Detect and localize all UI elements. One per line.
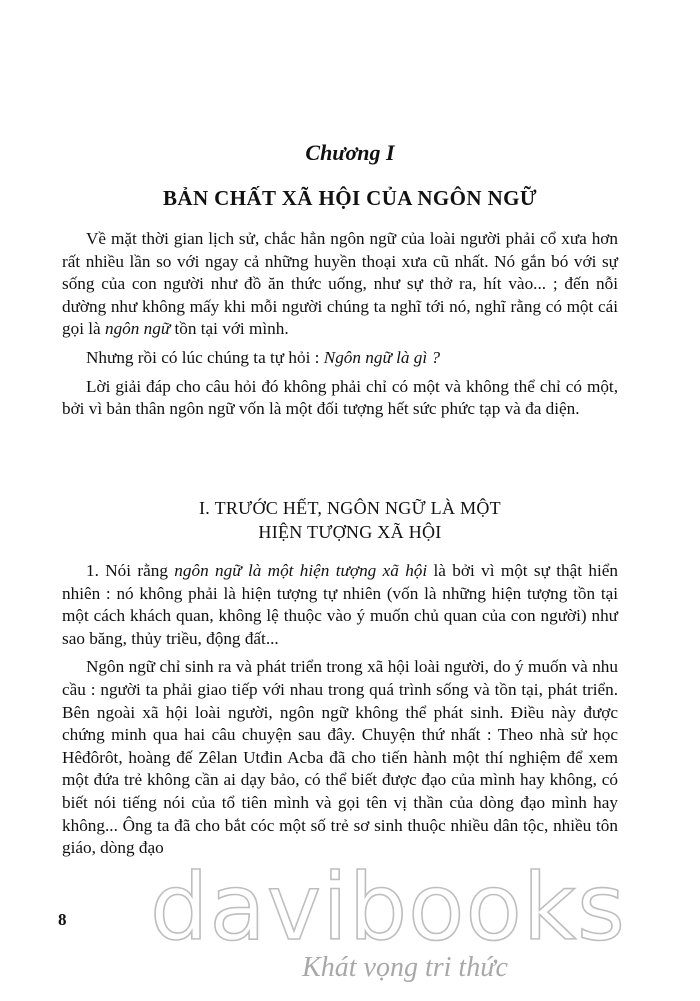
paragraph-4 [62,560,618,650]
paragraph-1-text: Về mặt thời gian lịch sử, chắc hẳn ngôn ngữ của loài người phải cổ xưa hơn rất nhiều lần so với ngay cả những huyền thoại xưa cũ nhất. Nó gắn bó với sự sống của con người như đồ ăn thức uống, như sự thở ra, hít vào... ; đến nỗi dường như không mấy khi mỗi người chúng ta nghĩ tới nó, nghĩ rằng có một cái gọi là [62,229,618,339]
paragraph-4-text: 1. Nói rằng [86,561,168,580]
chapter-heading: Chương I [305,140,395,165]
paragraph-2-emphasis: Ngôn ngữ là gì ? [323,347,441,367]
watermark-tagline: Khát vọng tri thức [302,952,508,983]
section-heading-line-1: I. TRƯỚC HẾT, NGÔN NGỮ LÀ MỘT [199,498,501,518]
paragraph-2 [62,347,618,370]
paragraph-4-emphasis: ngôn ngữ là một hiện tượng xã hội [174,561,428,580]
paragraph-1 [62,228,618,341]
watermark-logo: davibooks [150,854,626,961]
intro-text [62,228,618,421]
section-body [62,560,618,860]
paragraph-1-text-end: tồn tại với mình. [174,319,289,339]
section-heading [0,496,700,544]
paragraph-3: Lời giải đáp cho câu hỏi đó không phải chỉ có một và không thể chỉ có một, bởi vì bản thân ngôn ngữ vốn là một đối tượng hết sức phức tạp và đa diện. [62,376,618,419]
page-number: 8 [58,910,67,929]
paragraph-1-emphasis: ngôn ngữ [104,319,171,339]
paragraph-5: Ngôn ngữ chỉ sinh ra và phát triển trong xã hội loài người, do ý muốn và nhu cầu : người ta phải giao tiếp với nhau trong quá trình sống và tồn tại, phát triển. Bên ngoài xã hội loài người, ngôn ngữ không thể phát sinh. Điều này được chứng minh qua hai câu chuyện sau đây. Chuyện thứ nhất : Theo nhà sử học Hêđôrôt, hoàng đế Zêlan Utđin Acba đã cho tiến hành một thí nghiệm để xem một đứa trẻ không cần ai dạy bảo, có thể biết được đạo của mình hay không, có biết nói tiếng nói của tổ tiên mình và gọi tên vị thần của dòng đạo mình hay không... Ông ta đã cho bắt cóc một số trẻ sơ sinh thuộc nhiều dân tộc, nhiều tôn giáo, dòng đạo [62,657,618,858]
paragraph-2-text: Nhưng rồi có lúc chúng ta tự hỏi : [86,347,320,367]
section-heading-line-2: HIỆN TƯỢNG XÃ HỘI [258,522,442,542]
paragraph-4-text-end: là bởi vì một sự thật hiển nhiên : nó không phải là hiện tượng tự nhiên (vốn là những hiện tượng tồn tại một cách khách quan, không lệ thuộc vào ý muốn chủ quan của con người) như sao băng, thủy triều, động đất... [62,561,619,648]
chapter-title: BẢN CHẤT XÃ HỘI CỦA NGÔN NGỮ [162,186,538,210]
